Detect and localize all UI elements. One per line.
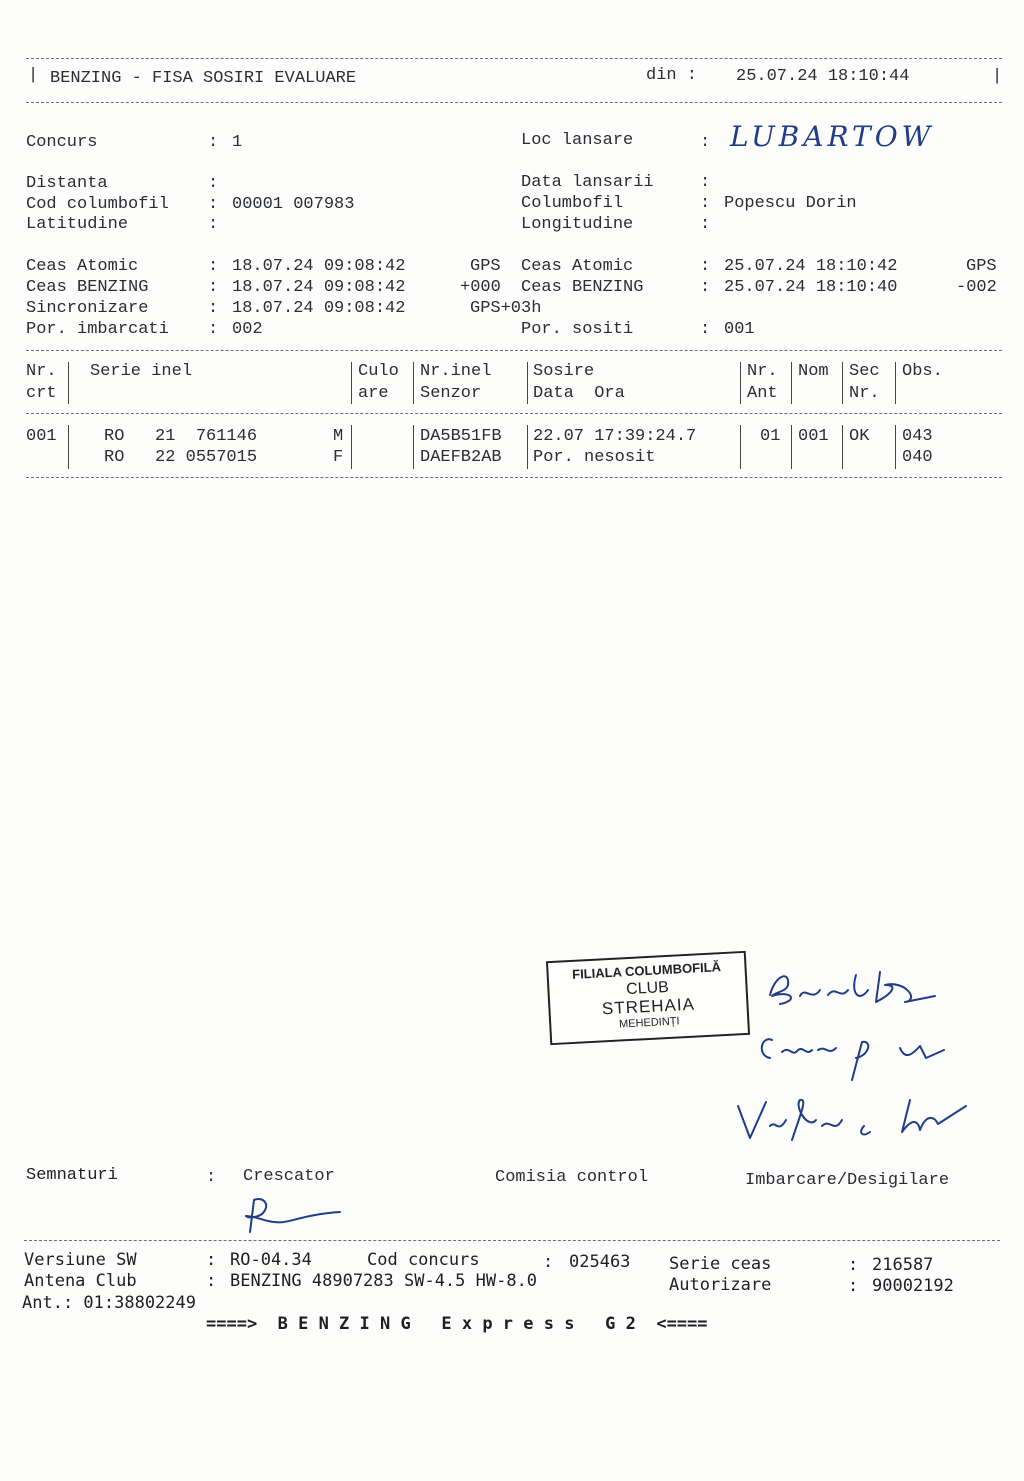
ceas-benzing-end-label: Ceas BENZING — [521, 278, 644, 297]
club-stamp — [546, 951, 750, 1045]
stamp-line-1: FILIALA COLUMBOFILĂ — [571, 959, 722, 982]
latitudine-label: Latitudine — [26, 215, 129, 234]
table-row-1-nr: 001 — [26, 427, 57, 446]
col-serie-header: Serie inel — [90, 362, 193, 381]
autorizare-sep: : — [848, 1276, 859, 1296]
header-top-rule — [26, 58, 1002, 59]
serie-ceas-value: 216587 — [872, 1255, 934, 1275]
por-sositi-sep: : — [700, 320, 711, 339]
autorizare-label: Autorizare — [669, 1275, 772, 1295]
cod-concurs-label: Cod concurs — [367, 1250, 480, 1270]
serie-ceas-label: Serie ceas — [669, 1254, 772, 1274]
longitudine-sep: : — [700, 215, 711, 234]
col-sosire-header-2: Data Ora — [533, 384, 625, 403]
signature-crescator — [246, 1199, 340, 1232]
ceas-benzing-start-label: Ceas BENZING — [26, 278, 149, 297]
table-top-rule — [26, 350, 1002, 351]
por-sositi-label: Por. sositi — [521, 320, 634, 339]
benzing-express-banner: ====> B E N Z I N G E x p r e s s G 2 <==== — [206, 1314, 708, 1334]
col-obs-header: Obs. — [902, 362, 943, 381]
comisia-control-label: Comisia control — [495, 1168, 649, 1187]
cod-concurs-value: 025463 — [569, 1252, 631, 1272]
ceas-atomic-end-suffix: GPS — [966, 257, 997, 276]
header-left-bar: | — [28, 66, 39, 85]
header-sep-serie — [351, 362, 352, 404]
col-ant-header-1: Nr. — [747, 362, 778, 381]
table-row-1-obs: 043 — [902, 427, 933, 446]
ceas-atomic-start-label: Ceas Atomic — [26, 257, 139, 276]
row-sep-sec — [895, 425, 896, 469]
row-sep-sosire — [740, 425, 741, 469]
table-row-1-nom: 001 — [798, 427, 829, 446]
ceas-benzing-start-suffix: +000 — [460, 278, 501, 297]
col-culoare-header-2: are — [358, 384, 389, 403]
header-sep-inel — [527, 362, 528, 404]
sincronizare-label: Sincronizare — [26, 299, 149, 318]
sincronizare-value: 18.07.24 09:08:42 — [232, 299, 406, 318]
header-right-bar: | — [992, 67, 1003, 86]
ceas-atomic-end-value: 25.07.24 18:10:42 — [724, 257, 898, 276]
table-row-2-senzor: DAEFB2AB — [420, 448, 502, 467]
header-sep-culo — [413, 362, 414, 404]
stamp-line-2: CLUB — [625, 978, 670, 999]
footer-top-rule — [24, 1240, 1000, 1241]
table-row-2-sosire: Por. nesosit — [533, 448, 656, 467]
ceas-atomic-end-label: Ceas Atomic — [521, 257, 634, 276]
ceas-benzing-start-value: 18.07.24 09:08:42 — [232, 278, 406, 297]
por-imbarcati-sep: : — [208, 320, 219, 339]
col-sec-header-2: Nr. — [849, 384, 880, 403]
report-date-label: din : — [646, 66, 698, 85]
col-culoare-header-1: Culo — [358, 362, 399, 381]
table-row-2-obs: 040 — [902, 448, 933, 467]
antena-club-sep: : — [206, 1271, 217, 1291]
ceas-benzing-start-sep: : — [208, 278, 219, 297]
data-lansarii-sep: : — [700, 173, 711, 192]
ceas-benzing-end-sep: : — [700, 278, 711, 297]
header-sep-ant — [791, 362, 792, 404]
header-sep-nr — [68, 362, 69, 404]
antenna-number: Ant.: 01:38802249 — [22, 1293, 196, 1313]
loc-lansare-value: LUBARTOW — [730, 120, 935, 153]
table-row-1-ant: 01 — [760, 427, 781, 446]
concurs-sep: : — [208, 133, 219, 152]
table-header-rule — [26, 413, 1002, 414]
ceas-atomic-start-value: 18.07.24 09:08:42 — [232, 257, 406, 276]
stamp-line-3: STREHAIA — [601, 994, 696, 1019]
distanta-sep: : — [208, 174, 219, 193]
ceas-atomic-end-sep: : — [700, 257, 711, 276]
distanta-label: Distanta — [26, 174, 108, 193]
antena-club-value: BENZING 48907283 SW-4.5 HW-8.0 — [230, 1271, 538, 1291]
row-sep-serie — [351, 425, 352, 469]
loc-lansare-label: Loc lansare — [521, 131, 634, 150]
versiune-sw-label: Versiune SW — [24, 1250, 137, 1270]
longitudine-label: Longitudine — [521, 215, 634, 234]
autorizare-value: 90002192 — [872, 1276, 954, 1296]
crescator-label: Crescator — [243, 1167, 335, 1186]
table-row-1-sex: M — [333, 427, 344, 446]
ceas-benzing-end-suffix: -002 — [956, 278, 997, 297]
col-inel-header-1: Nr.inel — [420, 362, 492, 381]
col-ant-header-2: Ant — [747, 384, 778, 403]
ceas-benzing-end-value: 25.07.24 18:10:40 — [724, 278, 898, 297]
loc-lansare-sep: : — [700, 133, 711, 152]
row-sep-culo — [413, 425, 414, 469]
report-date-value: 25.07.24 18:10:44 — [736, 67, 910, 86]
signature-committee-3 — [738, 1100, 966, 1140]
header-sep-sec — [895, 362, 896, 404]
cod-columbofil-sep: : — [208, 195, 219, 214]
columbofil-label: Columbofil — [521, 194, 624, 213]
concurs-label: Concurs — [26, 133, 98, 152]
sincronizare-suffix: GPS+03h — [470, 299, 542, 318]
por-imbarcati-value: 002 — [232, 320, 263, 339]
columbofil-value: Popescu Dorin — [724, 194, 857, 213]
ceas-atomic-start-sep: : — [208, 257, 219, 276]
col-sec-header-1: Sec — [849, 362, 880, 381]
versiune-sw-sep: : — [206, 1250, 217, 1270]
table-row-2-sex: F — [333, 448, 344, 467]
col-inel-header-2: Senzor — [420, 384, 482, 403]
data-lansarii-label: Data lansarii — [521, 173, 654, 192]
ceas-atomic-start-suffix: GPS — [470, 257, 501, 276]
report-title: BENZING - FISA SOSIRI EVALUARE — [50, 69, 357, 88]
table-bottom-rule — [26, 477, 1002, 478]
signature-committee-1 — [770, 972, 935, 1004]
header-bottom-rule — [26, 102, 1002, 103]
cod-concurs-sep: : — [543, 1252, 554, 1272]
imbarcare-desigilare-label: Imbarcare/Desigilare — [745, 1171, 950, 1190]
cod-columbofil-value: 00001 007983 — [232, 195, 355, 214]
table-row-1-sec: OK — [849, 427, 870, 446]
table-row-1-serie: RO 21 761146 — [104, 427, 258, 446]
header-sep-sosire — [740, 362, 741, 404]
semnaturi-sep: : — [206, 1168, 217, 1187]
stamp-line-4: MEHEDINȚI — [618, 1015, 680, 1031]
row-sep-nom — [842, 425, 843, 469]
columbofil-sep: : — [700, 194, 711, 213]
col-sosire-header-1: Sosire — [533, 362, 595, 381]
antena-club-label: Antena Club — [24, 1271, 137, 1291]
row-sep-inel — [527, 425, 528, 469]
versiune-sw-value: RO-04.34 — [230, 1250, 312, 1270]
concurs-value: 1 — [232, 133, 243, 152]
table-row-2-serie: RO 22 0557015 — [104, 448, 258, 467]
signature-committee-2 — [762, 1039, 944, 1080]
por-sositi-value: 001 — [724, 320, 755, 339]
row-sep-nr — [68, 425, 69, 469]
col-nom-header: Nom — [798, 362, 829, 381]
semnaturi-label: Semnaturi — [26, 1166, 118, 1185]
sincronizare-sep: : — [208, 299, 219, 318]
cod-columbofil-label: Cod columbofil — [26, 195, 169, 214]
col-nr-header-2: crt — [26, 384, 57, 403]
serie-ceas-sep: : — [848, 1255, 859, 1275]
por-imbarcati-label: Por. imbarcati — [26, 320, 169, 339]
header-sep-nom — [842, 362, 843, 404]
row-sep-ant — [791, 425, 792, 469]
latitudine-sep: : — [208, 215, 219, 234]
table-row-1-sosire: 22.07 17:39:24.7 — [533, 427, 697, 446]
table-row-1-senzor: DA5B51FB — [420, 427, 502, 446]
col-nr-header-1: Nr. — [26, 362, 57, 381]
